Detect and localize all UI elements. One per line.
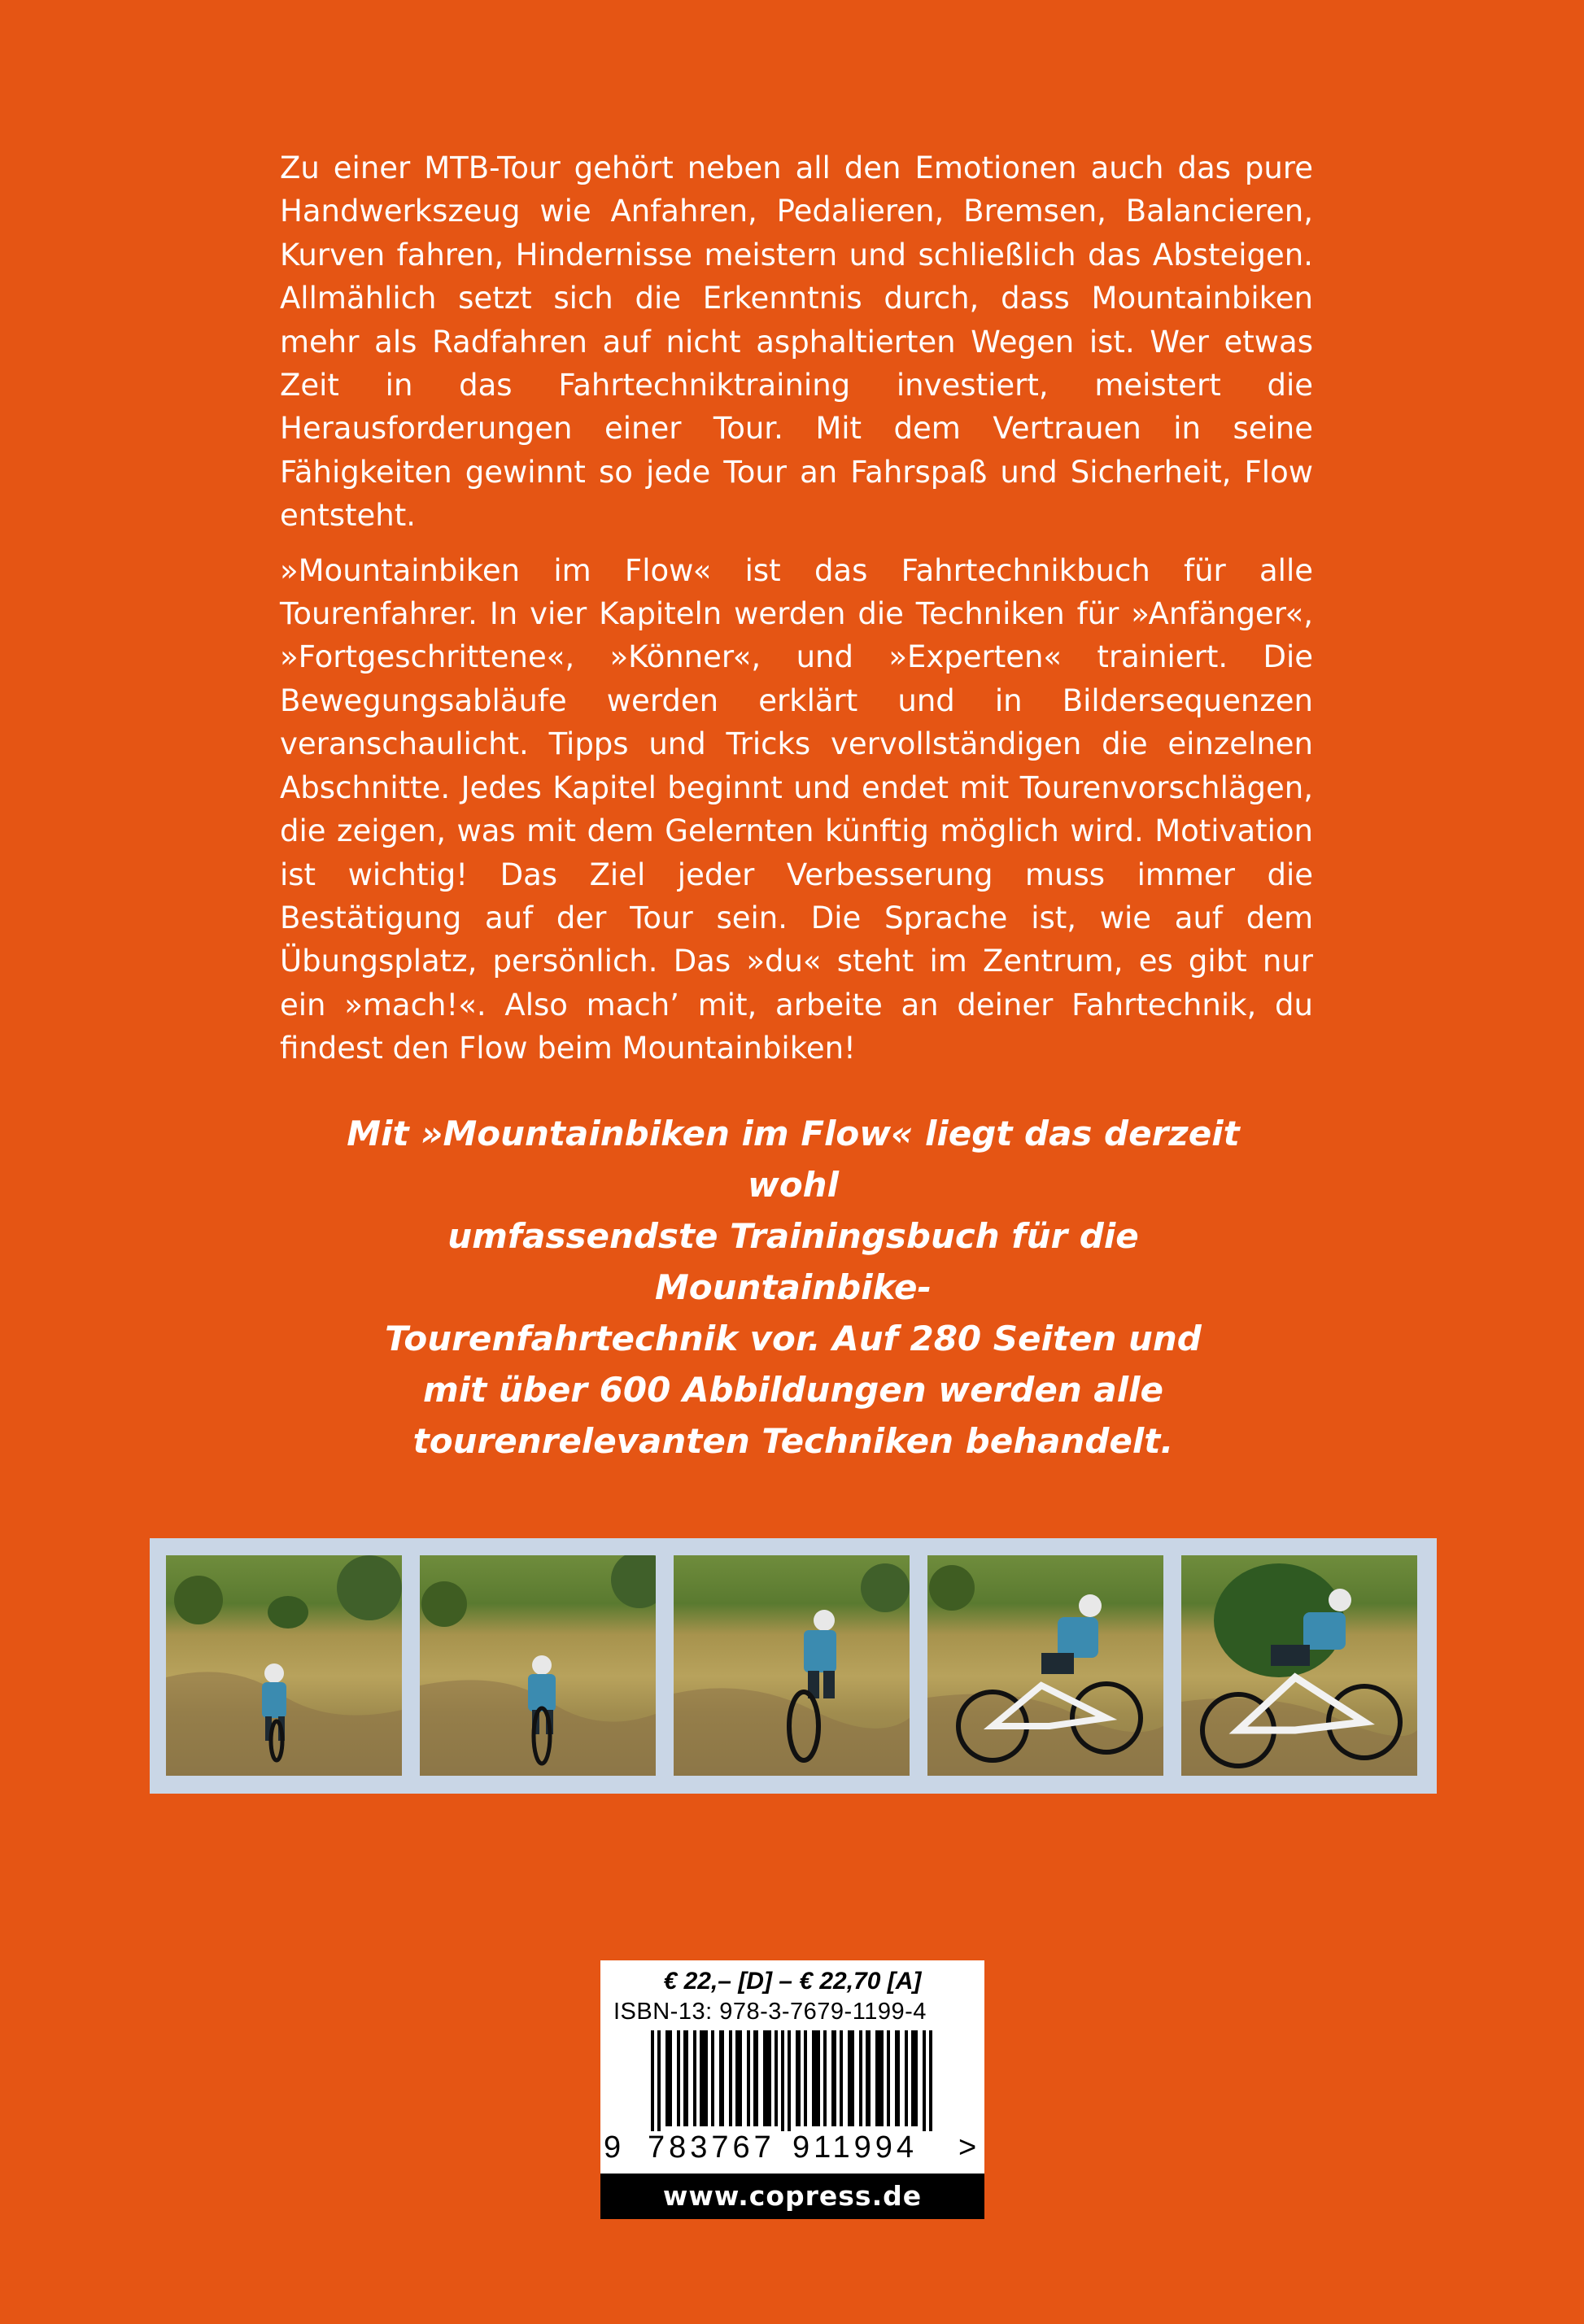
ean-arrow: > [958,2130,977,2165]
price-label: € 22,– [D] – € 22,70 [A] [663,1968,922,1995]
photo-frame-3 [674,1555,910,1776]
highlight-line-2: umfassendste Trainingsbuch für die Mountainbike- [447,1216,1139,1307]
ean-group-1: 783767 [648,2130,775,2165]
highlight-line-5: tourenrelevanten Techniken behandelt. [412,1421,1174,1461]
highlight-line-3: Tourenfahrtechnik vor. Auf 280 Seiten und [385,1319,1202,1358]
back-cover-blurb [280,146,1313,1082]
publisher-url: www.copress.de [600,2174,984,2219]
photo-frame-2 [420,1555,656,1776]
photo-frame-1 [166,1555,402,1776]
highlight-line-1: Mit »Mountainbiken im Flow« liegt das derzeit wohl [347,1114,1240,1205]
blurb-paragraph-1: Zu einer MTB-Tour gehört neben all den Emotionen auch das pure Handwerkszeug wie Anfahren, Pedalieren, Bremsen, Balancieren, Kurven fahren, Hindernisse meistern und schließlich das Absteigen. Allmählich setzt sich die Erkenntnis durch, dass Mountainbiken mehr als Radfahren auf nicht asphaltierten Wegen ist. Wer etwas Zeit in das Fahrtechniktraining investiert, meistert die Herausforderungen einer Tour. Mit dem Vertrauen in seine Fähigkeiten gewinnt so jede Tour an Fahrspaß und Sicherheit, Flow entsteht. [280,150,1313,534]
photo-frame-5 [1181,1555,1417,1776]
barcode-box [600,1960,984,2219]
barcode-graphic [600,2030,984,2131]
highlight-quote [309,1108,1277,1467]
highlight-line-4: mit über 600 Abbildungen werden alle [423,1370,1163,1410]
photo-frame-4 [927,1555,1163,1776]
blurb-paragraph-2: »Mountainbiken im Flow« ist das Fahrtechnikbuch für alle Tourenfahrer. In vier Kapiteln werden die Techniken für »Anfänger«, »Fortgeschrittene«, »Könner«, und »Experten« trainiert. Die Bewegungsabläufe werden erklärt und in Bildersequenzen veranschaulicht. Tipps und Tricks vervollständigen die einzelnen Abschnitte. Jedes Kapitel beginnt und endet mit Tourenvorschlägen, die zeigen, was mit dem Gelernten künftig möglich wird. Motivation ist wichtig! Das Ziel jeder Verbesserung muss immer die Bestätigung auf der Tour sein. Die Sprache ist, wie auf dem Übungsplatz, persönlich. Das »du« steht im Zentrum, es gibt nur ein »mach!«. Also mach’ mit, arbeite an deiner Fahrtechnik, du findest den Flow beim Mountainbiken! [280,552,1313,1066]
isbn-label: ISBN-13: 978-3-7679-1199-4 [613,1999,927,2025]
photo-sequence-strip [150,1538,1437,1794]
ean-first-digit: 9 [604,2130,622,2165]
ean-group-2: 911994 [792,2130,918,2165]
